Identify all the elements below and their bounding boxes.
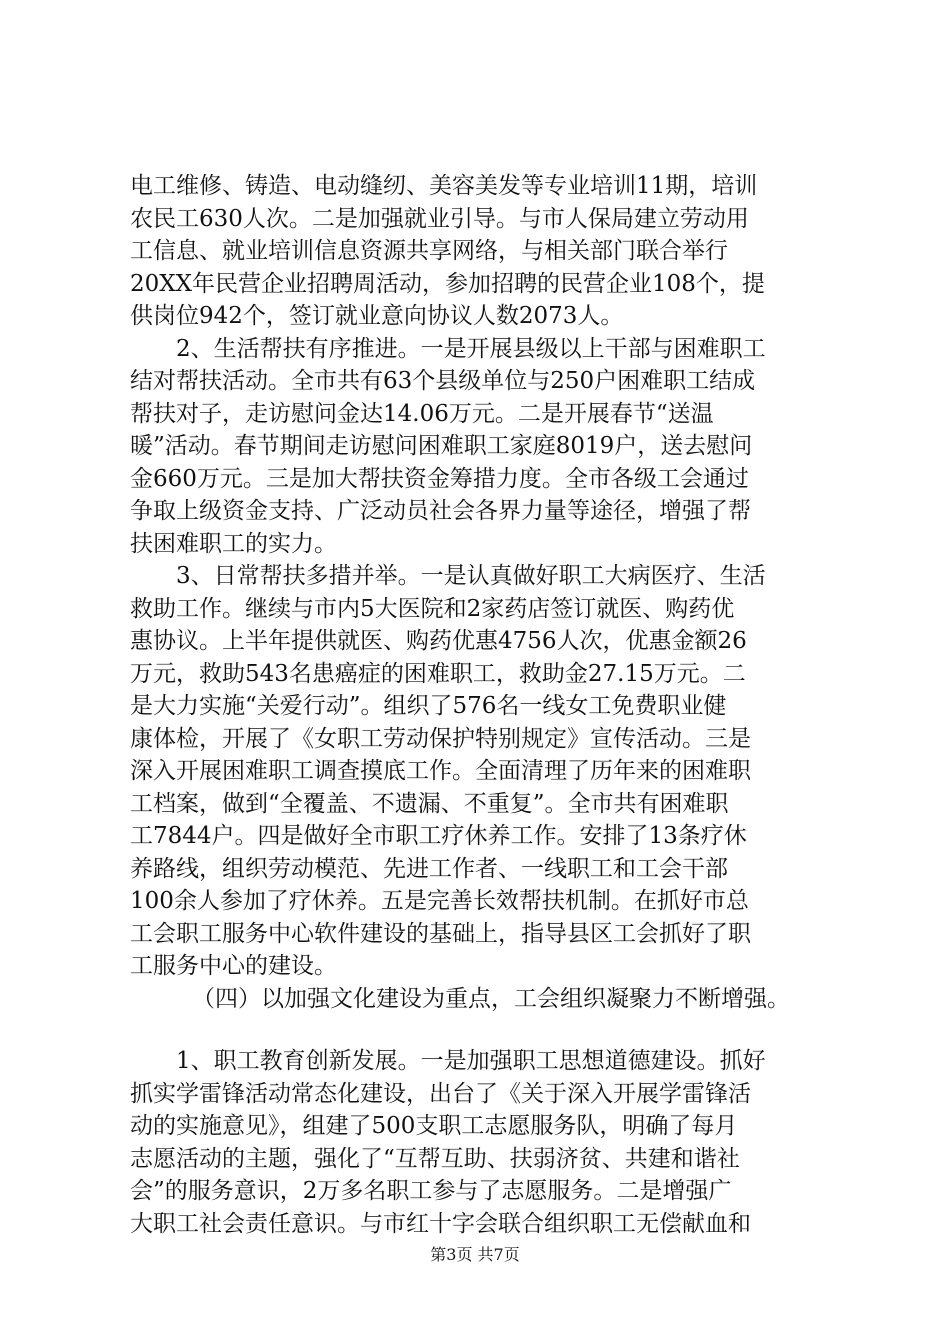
text-line: 康体检，开展了《女职工劳动保护特别规定》宣传活动。三是 xyxy=(130,725,751,752)
text-line: 养路线，组织劳动模范、先进工作者、一线职工和工会干部 xyxy=(130,855,728,882)
text-line: 惠协议。上半年提供就医、购药优惠4756人次，优惠金额26 xyxy=(130,628,747,654)
text-line: 金660万元。三是加大帮扶资金筹措力度。全市各级工会通过 xyxy=(130,465,749,492)
text-line: 抓实学雷锋活动常态化建设，出台了《关于深入开展学雷锋活 xyxy=(130,1080,751,1107)
text-line: 争取上级资金支持、广泛动员社会各界力量等途径，增强了帮 xyxy=(130,498,751,524)
text-line: 工会职工服务中心软件建设的基础上，指导县区工会抓好了职 xyxy=(130,920,751,947)
section-heading: （四）以加强文化建设为重点，工会组织凝聚力不断增强。 xyxy=(192,985,790,1012)
paragraph-block-2 xyxy=(130,1045,832,1240)
page-number-footer: 第3页 共7页 xyxy=(430,1245,520,1264)
text-line: 工信息、就业培训信息资源共享网络，与相关部门联合举行 xyxy=(130,238,728,264)
text-line: 100余人参加了疗休养。五是完善长效帮扶机制。在抓好市总 xyxy=(130,888,749,914)
text-line: 20XX年民营企业招聘周活动，参加招聘的民营企业108个，提 xyxy=(130,270,765,297)
text-line: 3、日常帮扶多措并举。一是认真做好职工大病医疗、生活 xyxy=(176,563,766,589)
text-line: 万元，救助543名患癌症的困难职工，救助金27.15万元。二 xyxy=(130,660,746,687)
text-line: 深入开展困难职工调查摸底工作。全面清理了历年来的困难职 xyxy=(130,758,751,784)
text-line: 结对帮扶活动。全市共有63个县级单位与250户困难职工结成 xyxy=(130,368,756,394)
text-line: 志愿活动的主题，强化了“互帮互助、扶弱济贫、共建和谐社 xyxy=(130,1145,740,1172)
text-line: 电工维修、铸造、电动缝纫、美容美发等专业培训11期，培训 xyxy=(130,173,758,199)
text-line: 动的实施意见》，组建了500支职工志愿服务队，明确了每月 xyxy=(130,1113,738,1139)
text-line: 工7844户。四是做好全市职工疗休养工作。安排了13条疗休 xyxy=(130,823,747,849)
text-line: 会”的服务意识，2万多名职工参与了志愿服务。二是增强广 xyxy=(130,1178,732,1204)
text-line: 工服务中心的建设。 xyxy=(130,953,337,979)
text-line: 是大力实施“关爱行动”。组织了576名一线女工免费职业健 xyxy=(130,693,727,719)
paragraph-block-1 xyxy=(130,170,832,983)
text-line: 工档案，做到“全覆盖、不遗漏、不重复”。全市共有困难职 xyxy=(130,790,729,817)
text-line: 救助工作。继续与市内5大医院和2家药店签订就医、购药优 xyxy=(130,595,735,622)
text-line: 大职工社会责任意识。与市红十字会联合组织职工无偿献血和 xyxy=(130,1210,751,1237)
text-line: 帮扶对子，走访慰问金达14.06万元。二是开展春节“送温 xyxy=(130,400,714,427)
text-line: 2、生活帮扶有序推进。一是开展县级以上干部与困难职工 xyxy=(176,335,766,362)
text-line: 扶困难职工的实力。 xyxy=(130,530,337,557)
document-body xyxy=(130,170,832,1240)
text-line: 供岗位942个，签订就业意向协议人数2073人。 xyxy=(130,303,624,329)
text-line: 农民工630人次。二是加强就业引导。与市人保局建立劳动用 xyxy=(130,205,749,232)
text-line: 1、职工教育创新发展。一是加强职工思想道德建设。抓好 xyxy=(176,1048,766,1074)
text-line: 暖”活动。春节期间走访慰问困难职工家庭8019户，送去慰问 xyxy=(130,433,753,459)
